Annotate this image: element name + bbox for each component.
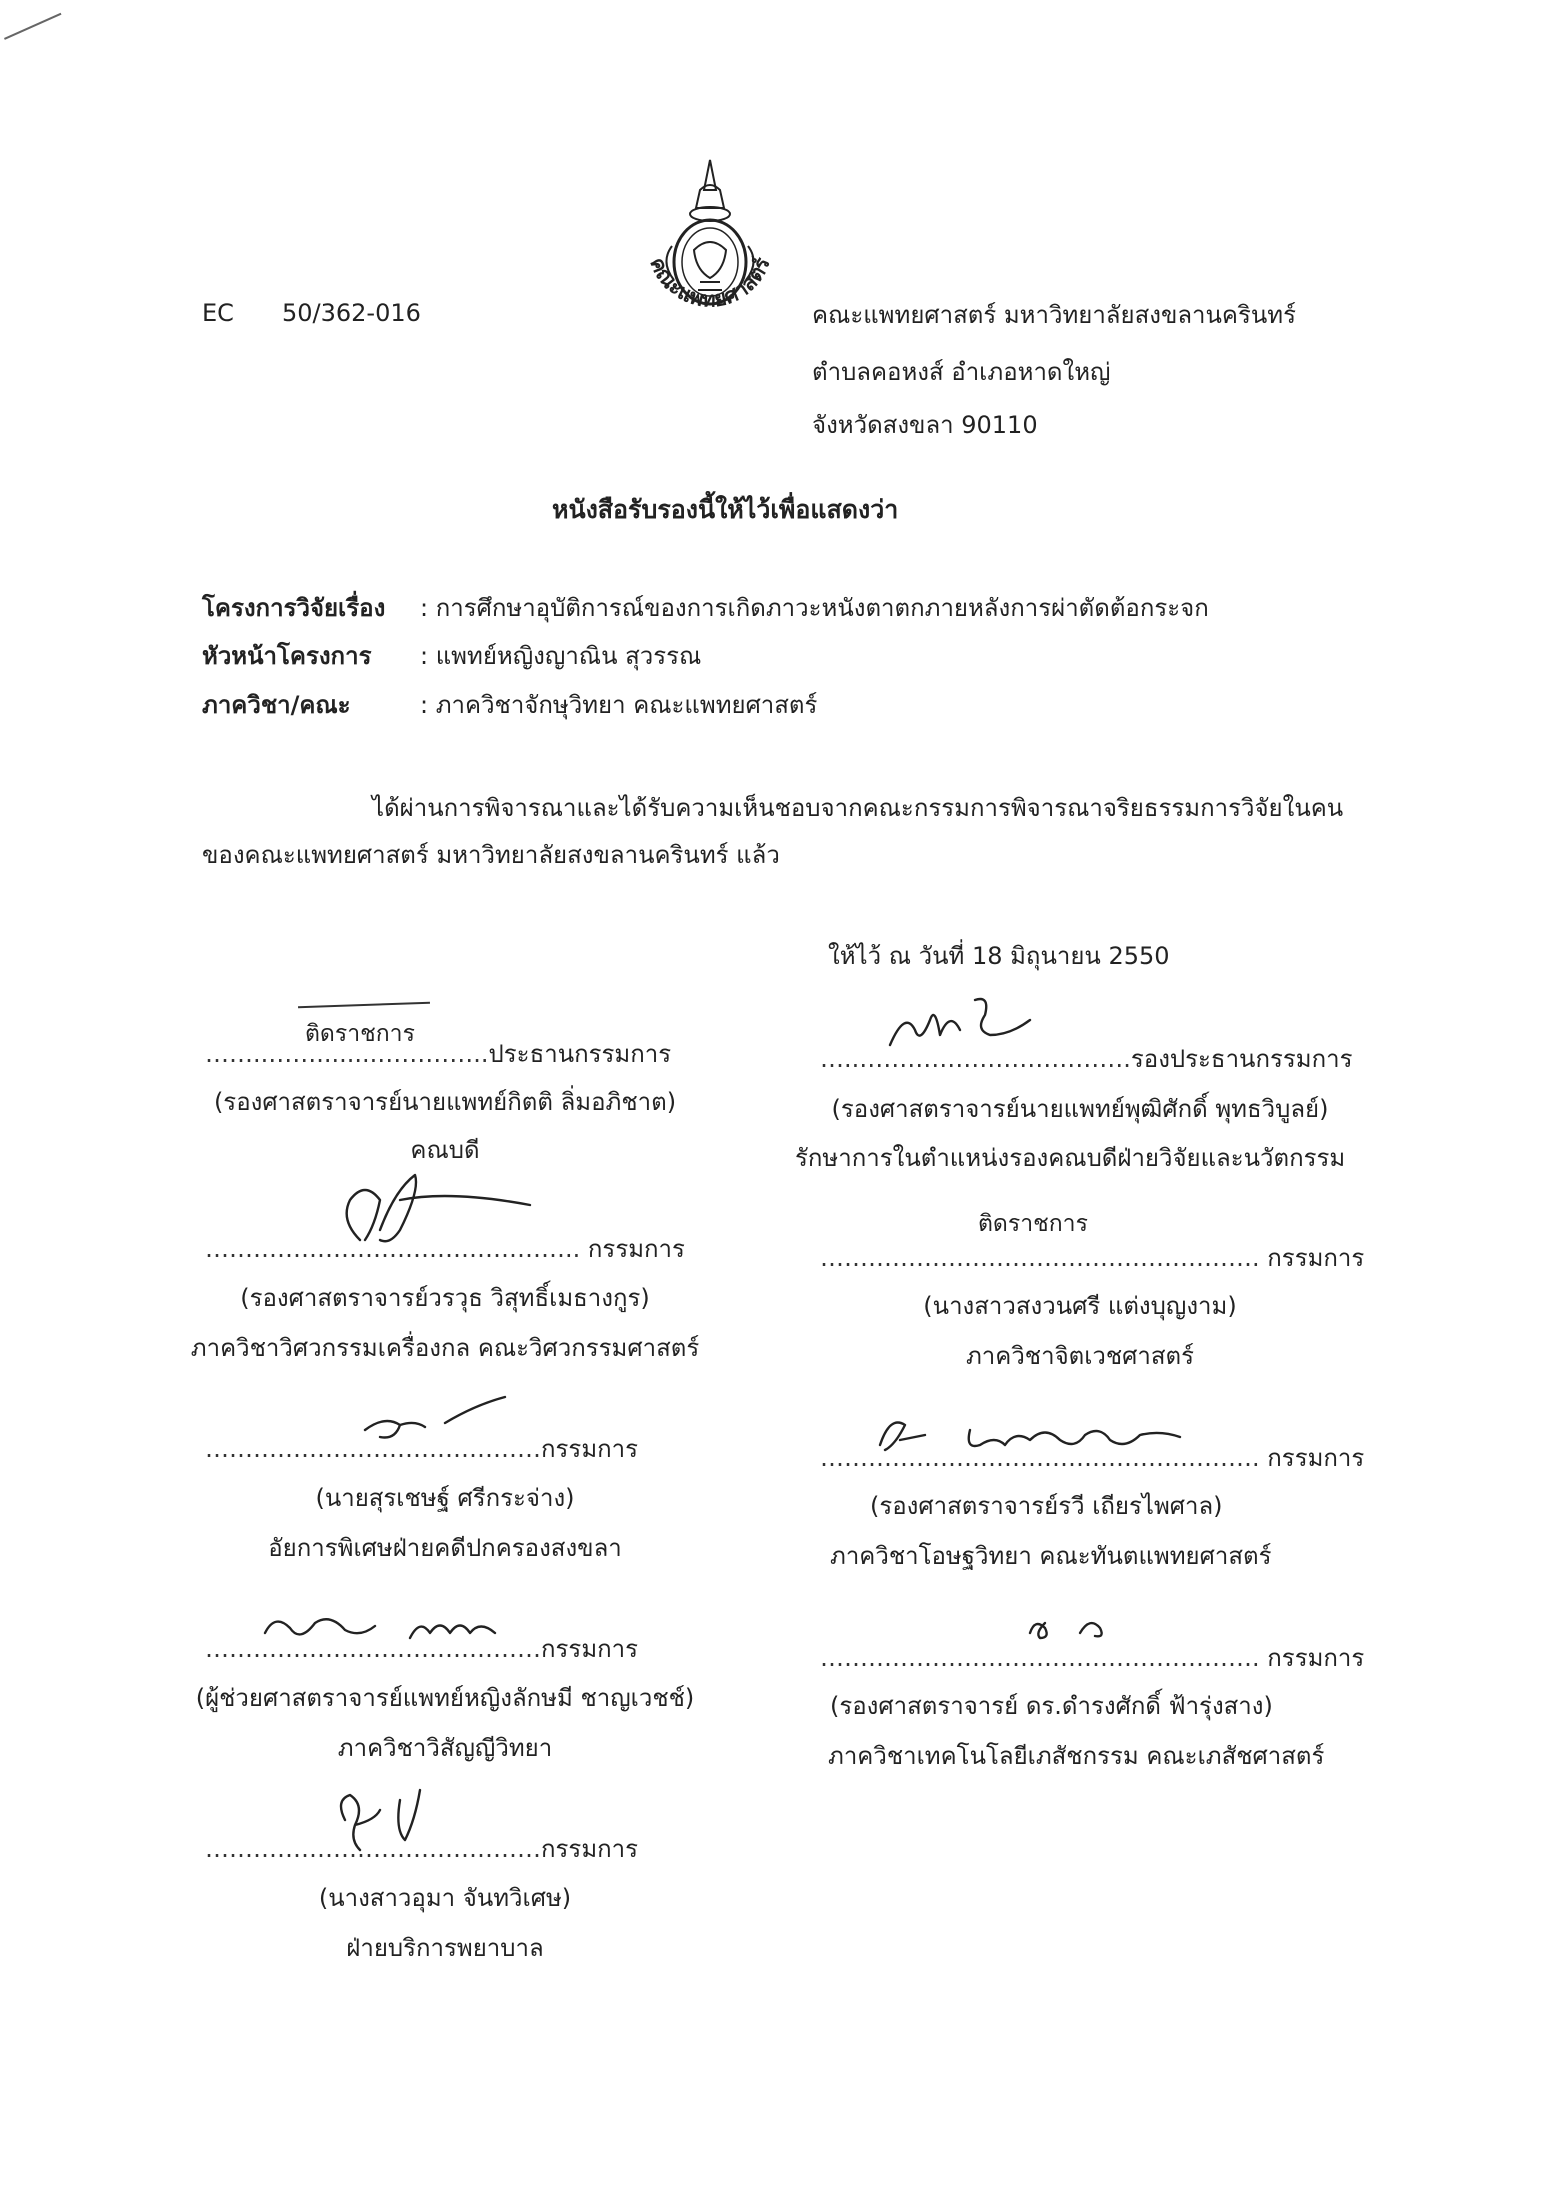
scan-mark xyxy=(4,13,61,40)
left-3-role: กรรมการ xyxy=(541,1435,639,1463)
left-1-name: (รองศาสตราจารย์นายแพทย์กิตติ ลิ่มอภิชาต) xyxy=(213,1088,677,1116)
left-1-note: ติดราชการ xyxy=(305,1021,415,1047)
left-2-signature-line xyxy=(205,1234,685,1264)
left-3-dots: …………………………………… xyxy=(205,1435,541,1463)
right-2-position: ภาควิชาจิตเวชศาสตร์ xyxy=(965,1342,1195,1370)
right-3-signature-line xyxy=(820,1443,1364,1473)
document-title: หนังสือรับรองนี้ให้ไว้เพื่อแสดงว่า xyxy=(552,495,899,524)
right-3-role: กรรมการ xyxy=(1259,1444,1365,1472)
right-4-role: กรรมการ xyxy=(1259,1644,1365,1672)
address-line-1: คณะแพทยศาสตร์ มหาวิทยาลัยสงขลานครินทร์ xyxy=(812,301,1296,329)
right-1-dots: …..……………………………. xyxy=(820,1045,1131,1073)
right-4-position: ภาควิชาเทคโนโลยีเภสัชกรรม คณะเภสัชศาสตร์ xyxy=(828,1742,1325,1770)
right-4-signature-line xyxy=(820,1643,1364,1673)
left-1-position: คณบดี xyxy=(410,1136,480,1164)
right-1-name: (รองศาสตราจารย์นายแพทย์พุฒิศักดิ์ พุทธวิบูลย์) xyxy=(831,1095,1329,1123)
right-3-dots: ………………………………………………. xyxy=(820,1444,1260,1472)
right-2-name: (นางสาวสงวนศรี แต่งบุญงาม) xyxy=(923,1292,1237,1320)
left-5-signature-line xyxy=(205,1834,638,1864)
left-2-position: ภาควิชาวิศวกรรมเครื่องกล คณะวิศวกรรมศาสตร์ xyxy=(190,1334,700,1362)
left-3-signature-line xyxy=(205,1434,638,1464)
left-1-dots: ……..……........………….. xyxy=(205,1040,489,1068)
statement-line-1: ได้ผ่านการพิจารณาและได้รับความเห็นชอบจากคณะกรรมการพิจารณาจริยธรรมการวิจัยในคน xyxy=(372,794,1344,822)
right-4-name: (รองศาสตราจารย์ ดร.ดำรงศักดิ์ ฟ้ารุ่งสาง) xyxy=(830,1692,1273,1720)
department-label: ภาควิชา/คณะ xyxy=(202,691,351,719)
right-4-dots: ………………………………………………. xyxy=(820,1644,1260,1672)
left-4-signature-line xyxy=(205,1634,638,1664)
left-2-dots: ……………………………………….. xyxy=(205,1235,581,1263)
address-line-3: จังหวัดสงขลา 90110 xyxy=(812,411,1038,439)
emblem-caption: คณะแพทยศาสตร์ xyxy=(645,253,775,312)
right-1-role: รองประธานกรรมการ xyxy=(1130,1045,1353,1073)
left-4-dots: …………………………………… xyxy=(205,1635,541,1663)
left-1-signature-line xyxy=(205,1039,671,1069)
left-3-name: (นายสุรเชษฐ์ ศรีกระจ่าง) xyxy=(315,1484,575,1512)
address-line-2: ตำบลคอหงส์ อำเภอหาดใหญ่ xyxy=(812,358,1111,386)
left-5-name: (นางสาวอุมา จันทวิเศษ) xyxy=(318,1884,572,1912)
left-5-role: กรรมการ xyxy=(541,1835,639,1863)
ec-number: 50/362-016 xyxy=(282,299,421,327)
right-2-signature-line xyxy=(820,1243,1364,1273)
right-3-position: ภาควิชาโอษฐวิทยา คณะทันตแพทยศาสตร์ xyxy=(830,1542,1272,1570)
left-2-role: กรรมการ xyxy=(580,1235,685,1263)
left-2-name: (รองศาสตราจารย์วรวุธ วิสุทธิ์เมธางกูร) xyxy=(240,1284,650,1312)
left-5-dots: …………………………………… xyxy=(205,1835,541,1863)
left-4-role: กรรมการ xyxy=(541,1635,639,1663)
left-3-position: อัยการพิเศษฝ่ายคดีปกครองสงขลา xyxy=(268,1534,622,1562)
lead-label: หัวหน้าโครงการ xyxy=(202,642,372,670)
right-2-note: ติดราชการ xyxy=(978,1211,1088,1237)
left-1-note-stroke xyxy=(298,1002,430,1009)
right-3-name: (รองศาสตราจารย์รวี เถียรไพศาล) xyxy=(870,1492,1223,1520)
lead-value: : แพทย์หญิงญาณิน สุวรรณ xyxy=(420,642,702,670)
issue-date: ให้ไว้ ณ วันที่ 18 มิถุนายน 2550 xyxy=(828,942,1170,970)
right-1-signature-line xyxy=(820,1044,1353,1074)
left-4-name: (ผู้ช่วยศาสตราจารย์แพทย์หญิงลักษมี ชาญเวชช์) xyxy=(195,1684,695,1712)
right-2-dots: ………………………………………………. xyxy=(820,1244,1260,1272)
ec-label: EC xyxy=(202,299,234,327)
left-5-position: ฝ่ายบริการพยาบาล xyxy=(346,1934,544,1962)
statement-line-2: ของคณะแพทยศาสตร์ มหาวิทยาลัยสงขลานครินทร์ แล้ว xyxy=(202,841,780,869)
right-2-role: กรรมการ xyxy=(1259,1244,1365,1272)
faculty-emblem xyxy=(620,150,800,330)
project-label: โครงการวิจัยเรื่อง xyxy=(202,594,386,622)
right-1-position: รักษาการในตำแหน่งรองคณบดีฝ่ายวิจัยและนวัตกรรม xyxy=(795,1144,1346,1172)
department-value: : ภาควิชาจักษุวิทยา คณะแพทยศาสตร์ xyxy=(420,691,818,719)
left-4-position: ภาควิชาวิสัญญีวิทยา xyxy=(337,1734,553,1762)
project-value: : การศึกษาอุบัติการณ์ของการเกิดภาวะหนังตาตกภายหลังการผ่าตัดต้อกระจก xyxy=(420,594,1209,622)
left-1-role: ประธานกรรมการ xyxy=(488,1040,672,1068)
